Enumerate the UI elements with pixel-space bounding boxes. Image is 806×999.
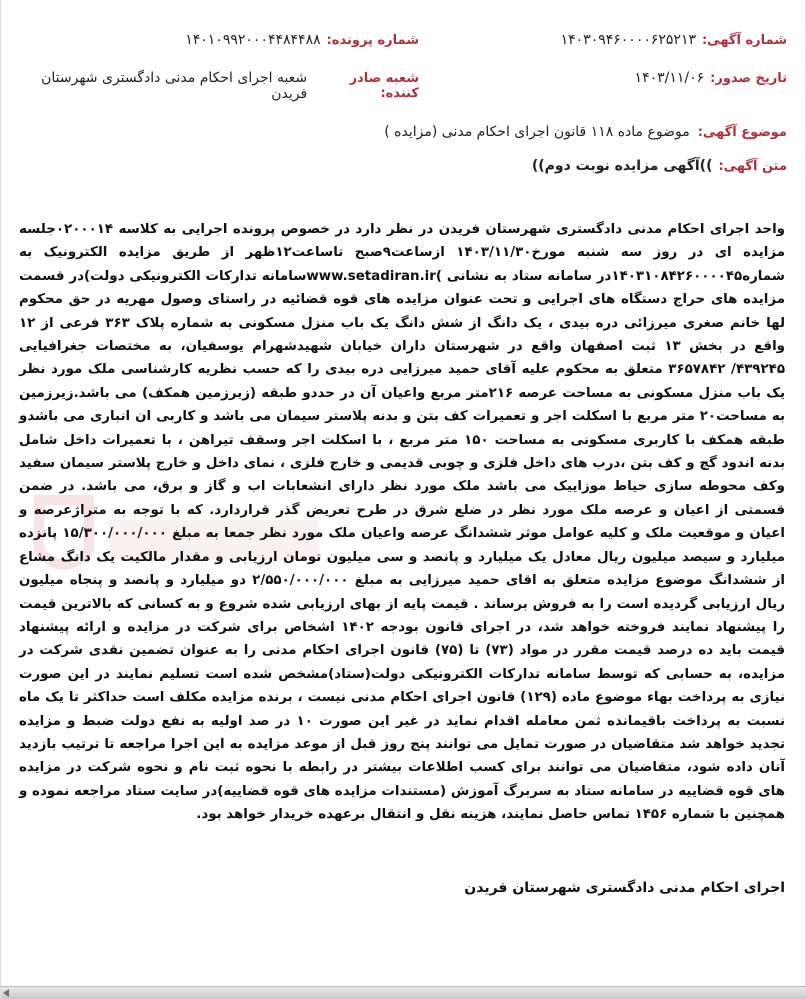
- ad-number-label: شماره آگهی:: [701, 33, 787, 48]
- subject-label: موضوع آگهی:: [697, 125, 787, 140]
- subject-value: موضوع ماده ۱۱۸ قانون اجرای احکام مدنی (مزایده ): [384, 124, 690, 140]
- ad-number: [527, 32, 787, 48]
- issue-date-value: ۱۴۰۳/۱۱/۰۶: [634, 70, 705, 86]
- notice-body: واحد اجرای احکام مدنی دادگستری شهرستان فریدن در نظر دارد در خصوص پرونده اجرایی به کلاسه ۰۲۰۰۰۱۴جلسه مزایده ای در روز سه شنبه مورخ۱۴۰۳/۱۱/۳۰ ازساعت۹صبح تاساعت۱۲ظهر از طریق مزایده الکترونیک به شماره۱۴۰۳۱۰۸۴۲۶۰۰۰۰۴۵در سامانه ستاد به نشانی )www.setadiran.irسامانه تدارکات الکترونیکی دولت)در قسمت مزایده های حراج دستگاه های اجرایی و تحت عنوان مزایده های قوه قضائیه در راستای وصول مهریه در حق محکوم لها خانم صغری میرزائی دره بیدی ، یک دانگ از شش دانگ یک باب منزل مسکونی به شماره پلاک ۳۶۳ فرعی از ۱۲ واقع در بخش ۱۳ ثبت اصفهان واقع در شهرستان داران خیابان شهیدشهرام یوسفیان، به مختصات جغرافیایی ۴۳۹۲۴۵/ ۳۶۵۷۸۴۲ متعلق به محکوم علیه آقای حمید میرزایی دره بیدی را که حسب نظریه کارشناسی ملک مورد نظر یک باب منزل مسکونی به مساحت عرصه ۲۱۶متر مربع واعیان آن در حددو طبقه (زیرزمین همکف) می باشد.زیرزمین به مساحت۲۰ متر مربع با اسکلت اجر و تعمیرات کف بتن و بدنه پلاستر سیمان می باشد و کاربی ان انباری می باشدو طبقه همکف با کاربری مسکونی به مساحت ۱۵۰ متر مربع ، با اسکلت اجر وسقف تیراهن ، با تعمیرات داخل شامل بدنه اندود گچ و کف بتن ،درب های داخل فلزی و چوبی قدیمی و خارج فلزی ، نمای داخل و خارج پلاستر سیمان سفید وکف محوطه سازی حیاط موزاییک می باشد ملک مورد نظر دارای انشعابات اب و گاز و برق، می باشد. در ضمن قسمتی از اعیان و عرصه ملک مورد نظر در ضلع شرق در طرح تعریض گذر قراردارد. که با توجه به متراژعرصه و اعیان و موقعیت ملک و کلیه عوامل موثر ششدانگ عرصه واعیان ملک مورد نظر جمعا به مبلغ ۱۵/۳۰۰/۰۰۰/۰۰۰ پانزده میلیارد و سیصد میلیون ریال معادل یک میلیارد و پانصد و سی میلیون تومان ارزیابی و مقدار مالکیت یک دانگ مشاع از ششدانگ موضوع مزایده متعلق به اقای حمید میرزایی به مبلغ ۲/۵۵۰/۰۰۰/۰۰۰ دو میلیارد و پانصد و پنجاه میلیون ریال ارزیابی گردیده است را به فروش برساند . قیمت پایه از بهای ارزیابی شده شروع و به کسانی که بالاترین قیمت را پیشنهاد نمایند فروخته خواهد شد، در اجرای قانون بودجه ۱۴۰۲ اشخاص برای شرکت در مزایده و ارائه پیشنهاد قیمت باید ده درصد قیمت مقرر در مواد (۷۳) تا (۷۵) قانون اجرای احکام مدنی را به عنوان تضمین نقدی شرکت در مزایده، به حسابی که توسط سامانه تدارکات الکترونیکی دولت(ستاد)مشخص شده است تسلیم نمایند در این صورت نیازی به پرداخت بهاء موضوع ماده (۱۲۹) قانون اجرای احکام مدنی نیست ، برنده مزایده مکلف است حداکثر تا یک ماه نسبت به پرداخت باقیمانده ثمن معامله اقدام نماید در غیر این صورت ۱۰ در صد اولیه به نفع دولت ضبط و مزایده تجدید خواهد شد متقاضیان در صورت تمایل می توانند پنج روز قبل از موعد مزایده به این اجرا مراجعه تا ترتیب بازدید آنان داده شود، متقاضیان می توانند برای کسب اطلاعات بیشتر در رابطه با نحوه ثبت نام و نحوه شرکت در مزایده های قوه قضاییه در سامانه ستاد به سربرگ آموزش (مستندات مزایده های قوه قضاییه)در سایت ستاد مراجعه نموده و همچنین با شماره ۱۴۵۶ تماس حاصل نمایند، هزینه نقل و انتقال برعهده خریدار خواهد بود.: [19, 222, 786, 823]
- case-number: [19, 32, 419, 48]
- text-title-value: ))آگهی مزایده نوبت دوم)): [531, 158, 713, 174]
- issue-date-label: تاریخ صدور:: [710, 71, 787, 86]
- issuer-value: شعبه اجرای احکام مدنی دادگستری شهرستان فریدن: [41, 70, 308, 102]
- case-number-value: ۱۴۰۱۰۹۹۲۰۰۰۴۴۸۴۴۸۸: [185, 32, 321, 48]
- text-title: [19, 158, 787, 174]
- scroll-left-arrow-icon[interactable]: [3, 989, 9, 997]
- horizontal-scrollbar[interactable]: [1, 986, 806, 999]
- subject: [19, 124, 787, 140]
- signature: اجرای احکام مدنی دادگستری شهرستان فریدن: [464, 880, 785, 896]
- issue-date: [527, 70, 787, 86]
- text-title-label: متن آگهی:: [718, 159, 787, 174]
- case-number-label: شماره پرونده:: [326, 33, 419, 48]
- issuer-label: شعبه صادر کننده:: [349, 71, 419, 101]
- issuer: [19, 70, 419, 102]
- ad-number-value: ۱۴۰۳۰۹۴۶۰۰۰۰۶۲۵۲۱۳: [560, 32, 696, 48]
